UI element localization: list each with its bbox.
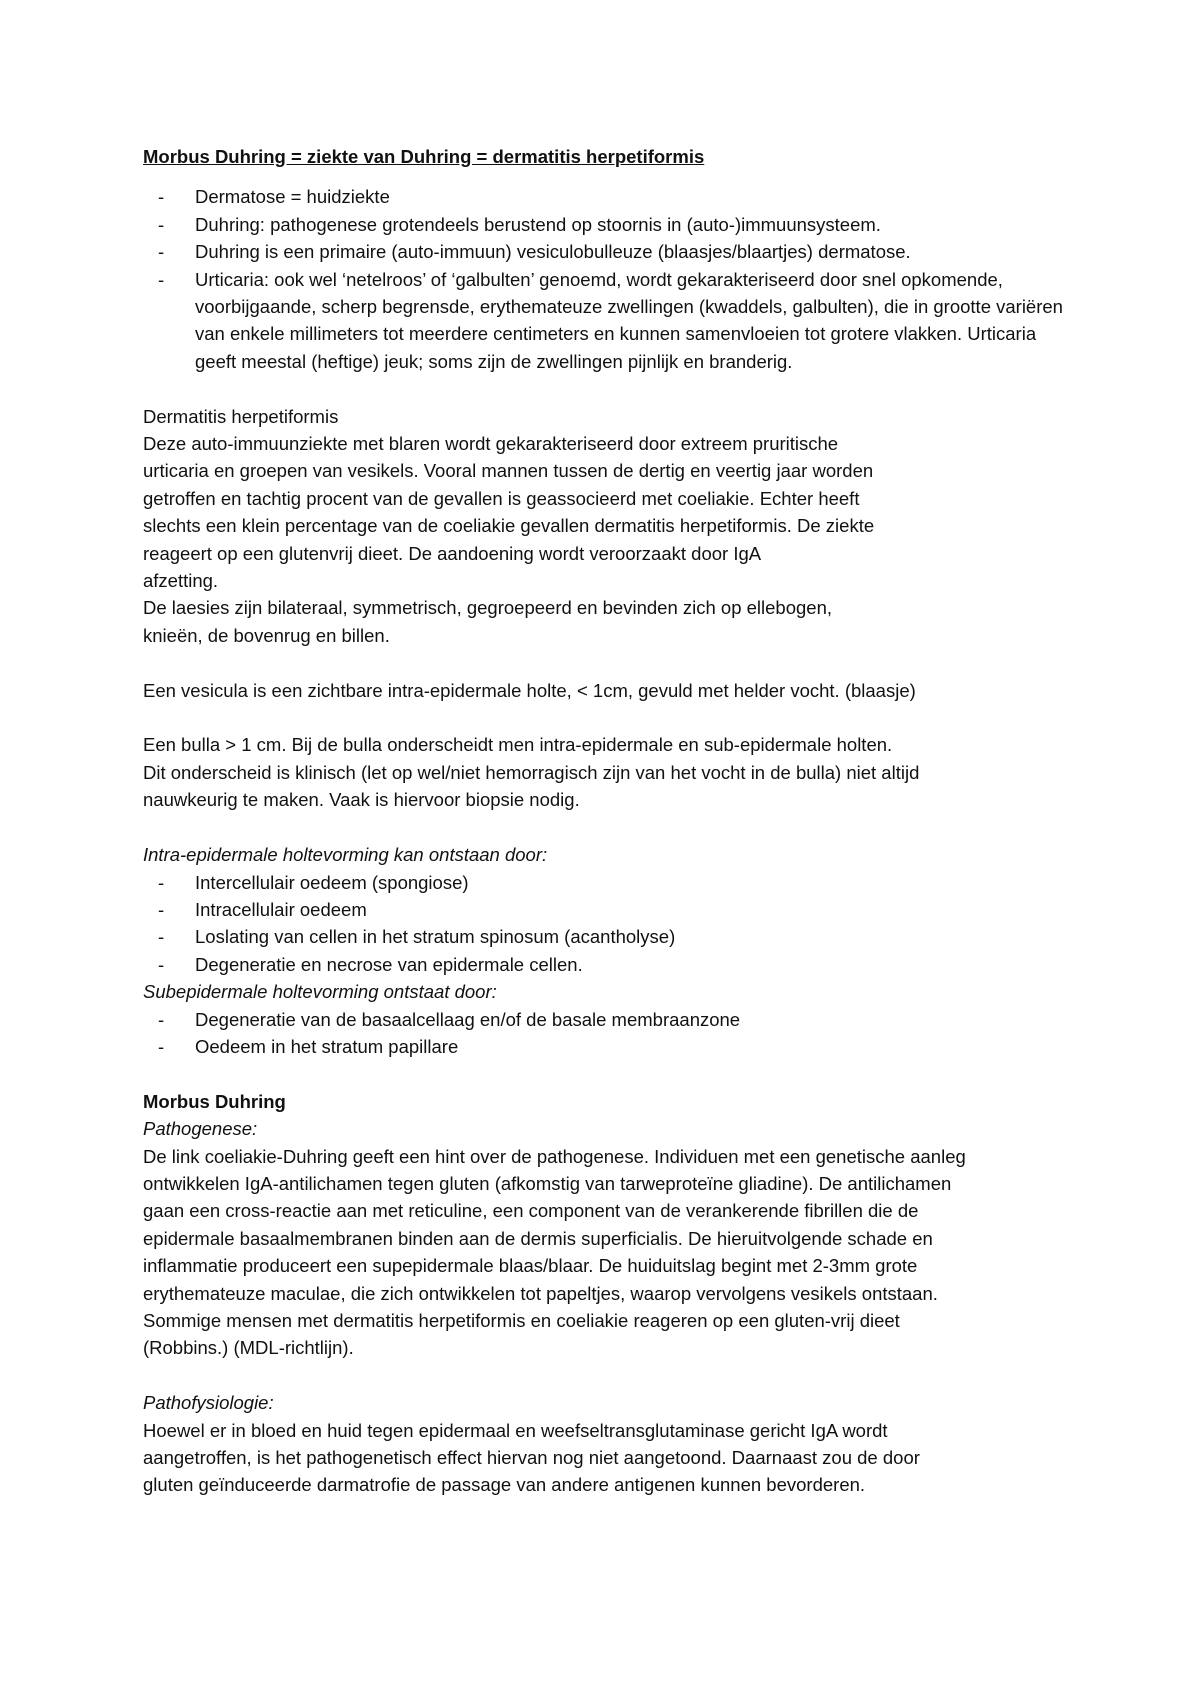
paragraph-line: slechts een klein percentage van de coeliakie gevallen dermatitis herpetiformis. De ziekte (143, 515, 875, 537)
paragraph-line: knieën, de bovenrug en billen. (143, 624, 390, 646)
paragraph-line: epidermale basaalmembranen binden aan de dermis superficialis. De hieruitvolgende schade en (143, 1227, 933, 1249)
paragraph-line: Dit onderscheid is klinisch (let op wel/niet hemorragisch zijn van het vocht in de bulla) niet altijd (143, 761, 920, 783)
document-title: Morbus Duhring = ziekte van Duhring = dermatitis herpetiformis (143, 146, 705, 167)
list-item: - Degeneratie van de basaalcellaag en/of de basale membraanzone (143, 1006, 1083, 1033)
paragraph-line: nauwkeurig te maken. Vaak is hiervoor biopsie nodig. (143, 789, 580, 811)
section-heading-morbus: Morbus Duhring (143, 1090, 286, 1112)
paragraph-line: ontwikkelen IgA-antilichamen tegen gluten (afkomstig van tarweproteïne gliadine). De antilichamen (143, 1172, 952, 1194)
list-item: - Intercellulair oedeem (spongiose) (143, 869, 1083, 896)
paragraph-line: De link coeliakie-Duhring geeft een hint over de pathogenese. Individuen met een genetische aanleg (143, 1145, 966, 1167)
list-item: - Duhring: pathogenese grotendeels berustend op stoornis in (auto-)immuunsysteem. (143, 211, 1083, 238)
spacer (143, 704, 1083, 731)
paragraph-line: reageert op een glutenvrij dieet. De aandoening wordt veroorzaakt door IgA (143, 542, 762, 564)
spacer (143, 1362, 1083, 1389)
pathogenese-heading: Pathogenese: (143, 1118, 258, 1140)
intra-list (143, 869, 1083, 979)
paragraph-line: aangetroffen, is het pathogenetisch effect hiervan nog niet aangetoond. Daarnaast zou de door (143, 1447, 920, 1468)
document-body (143, 143, 1083, 1499)
vesicula-definition: Een vesicula is een zichtbare intra-epidermale holte, < 1cm, gevuld met helder vocht. (blaasje) (143, 679, 916, 701)
paragraph-line: inflammatie produceert een supepidermale blaas/blaar. De huiduitslag begint met 2-3mm grote (143, 1255, 918, 1277)
paragraph-line: Sommige mensen met dermatitis herpetiformis en coeliakie reageren op een gluten-vrij dieet (143, 1309, 900, 1331)
paragraph-line: Hoewel er in bloed en huid tegen epidermaal en weefseltransglutaminase gericht IgA wordt (143, 1419, 888, 1441)
intra-heading: Intra-epidermale holtevorming kan ontstaan door: (143, 844, 548, 866)
spacer (143, 814, 1083, 841)
paragraph-line: urticaria en groepen van vesikels. Vooral mannen tussen de dertig en veertig jaar worden (143, 460, 874, 482)
paragraph-line: afzetting. (143, 570, 219, 592)
paragraph-line: (Robbins.) (MDL-richtlijn). (143, 1337, 354, 1359)
paragraph-line: gluten geïnduceerde darmatrofie de passage van andere antigenen kunnen bevorderen. (143, 1474, 866, 1496)
paragraph-line: gaan een cross-reactie aan met reticuline, een component van de verankerende fibrillen die de (143, 1200, 919, 1222)
paragraph-line: getroffen en tachtig procent van de gevallen is geassocieerd met coeliakie. Echter heeft (143, 487, 860, 509)
list-item: - Duhring is een primaire (auto-immuun) vesiculobulleuze (blaasjes/blaartjes) dermatose. (143, 238, 1083, 265)
spacer (143, 170, 1083, 183)
paragraph-line: Deze auto-immuunziekte met blaren wordt gekarakteriseerd door extreem pruritische (143, 433, 839, 455)
paragraph-line: erythemateuze maculae, die zich ontwikkelen tot papeltjes, waarop vervolgens vesikels ontstaan. (143, 1282, 938, 1304)
spacer (143, 375, 1083, 402)
list-item: - Oedeem in het stratum papillare (143, 1033, 1083, 1060)
pathofysiologie-heading: Pathofysiologie: (143, 1392, 274, 1414)
section-heading-dermatitis: Dermatitis herpetiformis (143, 405, 339, 427)
list-item: - Dermatose = huidziekte (143, 183, 1083, 210)
list-item: - Intracellulair oedeem (143, 896, 1083, 923)
spacer (143, 1060, 1083, 1087)
list-item: - Loslating van cellen in het stratum spinosum (acantholyse) (143, 923, 1083, 950)
spacer (143, 649, 1083, 676)
paragraph-line: Een bulla > 1 cm. Bij de bulla onderscheidt men intra-epidermale en sub-epidermale holten. (143, 734, 893, 756)
list-item: - Urticaria: ook wel ‘netelroos’ of ‘galbulten’ genoemd, wordt gekarakteriseerd door snel opkomende, voorbijgaande, scherp begrensde, erythemateuze zwellingen (kwaddels, galbulten), die in grootte variëren van enkele millimeters tot meerdere centimeters en kunnen samenvloeien tot grotere vlakken. Urticaria geeft meestal (heftige) jeuk; soms zijn de zwellingen pijnlijk en branderig. (143, 266, 1075, 376)
paragraph-line: De laesies zijn bilateraal, symmetrisch, gegroepeerd en bevinden zich op ellebogen, (143, 597, 833, 619)
list-item: - Degeneratie en necrose van epidermale cellen. (143, 951, 1083, 978)
sub-list (143, 1006, 1083, 1061)
sub-heading: Subepidermale holtevorming ontstaat door: (143, 981, 497, 1003)
intro-list (143, 183, 1083, 375)
